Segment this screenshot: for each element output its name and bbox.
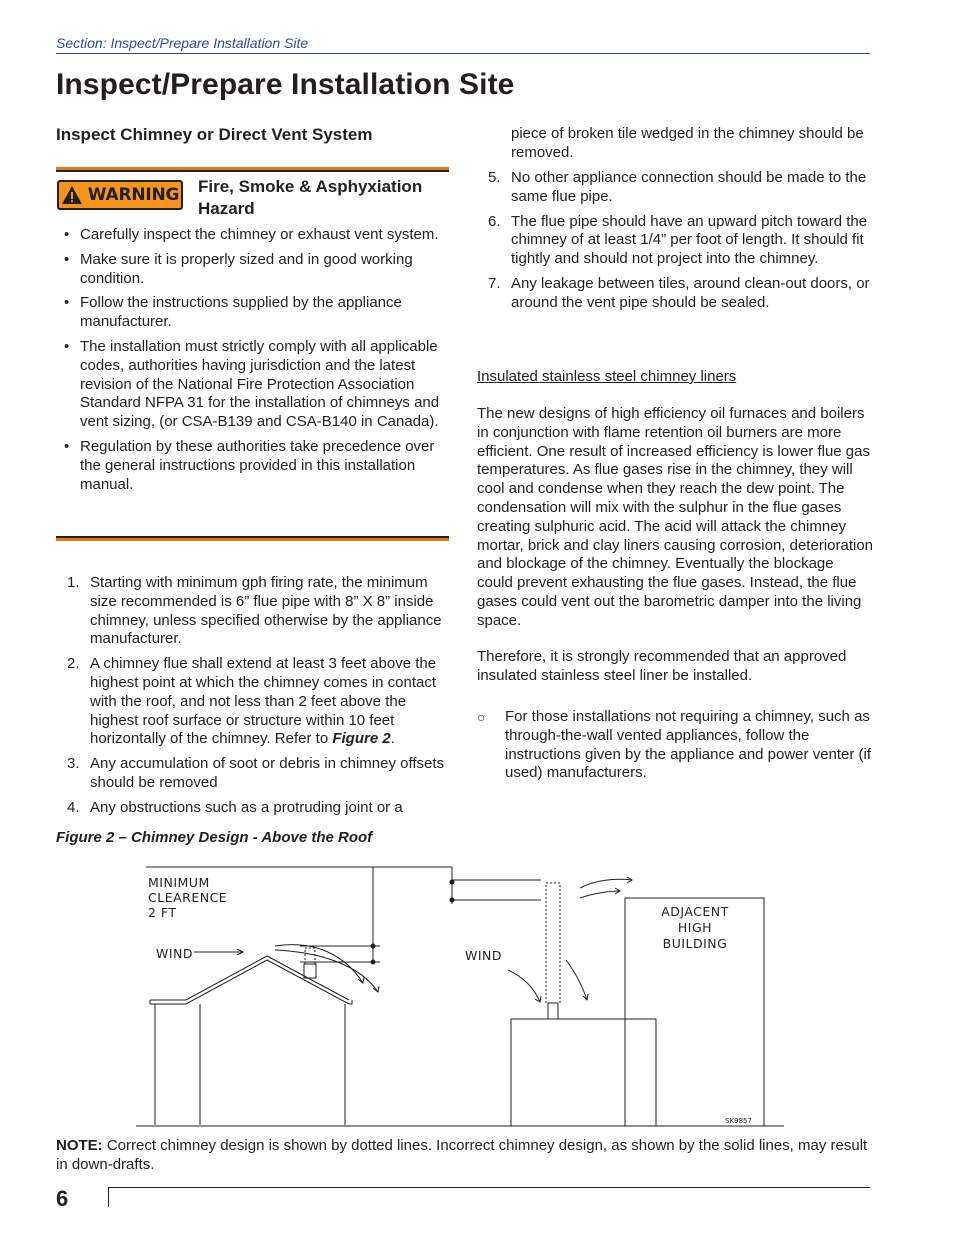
label-adjacent-1: ADJACENT — [661, 904, 729, 919]
label-wind-left: WIND — [156, 946, 194, 961]
downdraft-arrow-left-2 — [275, 950, 378, 992]
dim-dot — [450, 880, 454, 884]
step-number: 6. — [488, 212, 501, 230]
step-number: 4. — [67, 798, 80, 816]
hazard-title: Fire, Smoke & Asphyxiation Hazard — [198, 177, 423, 218]
bullet-text: Regulation by these authorities take precedence over the general instructions provided in this installation manual. — [80, 437, 435, 493]
list-item: • Follow the instructions supplied by the appliance manufacturer. — [64, 294, 402, 331]
bullet-text: Make sure it is properly sized and in good working condition. — [80, 250, 413, 287]
label-adjacent-2: HIGH — [677, 920, 713, 935]
page-title: Inspect/Prepare Installation Site — [56, 68, 515, 101]
short-chimney — [304, 964, 316, 978]
list-item: • Carefully inspect the chimney or exhaust vent system. — [64, 226, 439, 243]
note-text: Correct chimney design is shown by dotted lines. Incorrect chimney design, as shown by the solid lines, may result in down-drafts. — [56, 1137, 868, 1173]
step-text: Starting with minimum gph firing rate, the minimum size recommended is 6” flue pipe with 8” X 8” inside chimney, unless specified otherwise by the appliance manufacturer. — [90, 574, 442, 648]
list-item: • The installation must strictly comply with all applicable codes, authorities having jurisdiction and the latest revision of the National Fire Protection Association Standard NFPA 31 for the installation of chimneys and vent sizing, (or CSA-B139 and CSA-B140 in Canada). — [64, 337, 440, 431]
dim-dot — [371, 944, 375, 948]
tall-chimney-base — [548, 1003, 558, 1019]
step-text: No other appliance connection should be made to the same flue pipe. — [511, 169, 867, 205]
step-text: The flue pipe should have an upward pitch toward the chimney of at least 1/4” per foot of length. It should fit tightly and should not project into the chimney. — [511, 212, 868, 268]
label-figure-code: SK9857 — [725, 1117, 752, 1125]
step-number: 5. — [488, 169, 501, 186]
section-label: Section: Inspect/Prepare Installation Site — [56, 35, 309, 51]
circle-bullet: ○ — [477, 709, 486, 725]
step-text: Any accumulation of soot or debris in chimney offsets should be removed — [90, 755, 445, 791]
dim-dot — [371, 960, 375, 964]
step-text: A chimney flue shall extend at least 3 feet above the highest point at which the chimney comes in contact with the roof, and not less than 2 feet above the highest roof surface or structure within 10 feet horizontally of the chimney. Refer to — [90, 655, 437, 748]
house-roof — [150, 960, 352, 1004]
warning-badge-text: WARNING — [87, 185, 180, 205]
flow-arrow-upper — [580, 879, 632, 888]
figure-caption: Figure 2 – Chimney Design - Above the Roof — [56, 829, 373, 846]
subheading-inspect-chimney: Inspect Chimney or Direct Vent System — [56, 125, 373, 144]
recommendation-paragraph: Therefore, it is strongly recommended that an approved insulated stainless steel liner be installed. — [477, 648, 847, 684]
figure-note — [56, 1136, 876, 1174]
step-number: 1. — [67, 574, 80, 591]
label-min-clearance-3: 2 FT — [148, 905, 177, 920]
figure-reference: Figure 2 — [332, 730, 391, 748]
house-roof-inner — [150, 956, 349, 1000]
wind-arrow-right — [508, 970, 540, 1002]
circle-item-text: For those installations not requiring a chimney, such as through-the-wall vented appliances, follow the instructions given by the appliance and power venter (if used) manufacturers. — [505, 708, 872, 782]
dim-dot — [450, 898, 454, 902]
footer-rule — [108, 1187, 870, 1188]
liner-paragraph: The new designs of high efficiency oil furnaces and boilers in conjunction with flame retention oil burners are more efficient. One result of increased efficiency is lower flue gas temperatures. As flue gases rise in the chimney, they will cool and condense when they reach the dew point. The condensation will mix with the sulphur in the flue gases creating sulphuric acid. The acid will attack the chimney mortar, brick and clay liners causing corrosion, deterioration and blockage of the chimney. Eventually the blockage could prevent exhausting the flue gases. Instead, the flue gases could vent out the barometric damper into the living space. — [477, 405, 874, 629]
bullet-text: Carefully inspect the chimney or exhaust vent system. — [80, 226, 439, 243]
step-number: 3. — [67, 755, 80, 773]
label-wind-right: WIND — [465, 948, 503, 963]
label-min-clearance-1: MINIMUM — [148, 875, 210, 890]
bullet-text: The installation must strictly comply with all applicable codes, authorities having jurisdiction and the latest revision of the National Fire Protection Association Standard NFPA 31 for the installation of chimneys and vent sizing, (or CSA-B139 and CSA-B140 in Canada). — [80, 337, 440, 431]
page-number: 6 — [56, 1186, 69, 1211]
step-text: Any leakage between tiles, around clean-out doors, or around the vent pipe should be sealed. — [511, 274, 870, 311]
tall-chimney-correct — [546, 883, 560, 1003]
list-item: • Regulation by these authorities take precedence over the general instructions provided in this installation manual. — [64, 437, 435, 493]
flow-arrow-lower — [580, 891, 620, 898]
footer-divider — [108, 1187, 109, 1207]
note-label: NOTE: — [56, 1137, 103, 1154]
label-min-clearance-2: CLEARENCE — [148, 890, 228, 905]
step-number: 7. — [488, 274, 501, 292]
downdraft-arrow-right — [566, 960, 587, 1000]
right-house — [511, 1019, 656, 1126]
step-number: 2. — [67, 655, 80, 673]
bullet-text: Follow the instructions supplied by the appliance manufacturer. — [80, 294, 402, 331]
list-item: • Make sure it is properly sized and in good working condition. — [64, 250, 413, 287]
step-4-continuation: piece of broken tile wedged in the chimney should be removed. — [511, 125, 864, 161]
step-text: Any obstructions such as a protruding joint or a — [90, 798, 403, 816]
label-adjacent-3: BUILDING — [662, 936, 728, 951]
step-text-tail: . — [390, 730, 395, 748]
liner-heading: Insulated stainless steel chimney liners — [477, 368, 737, 385]
